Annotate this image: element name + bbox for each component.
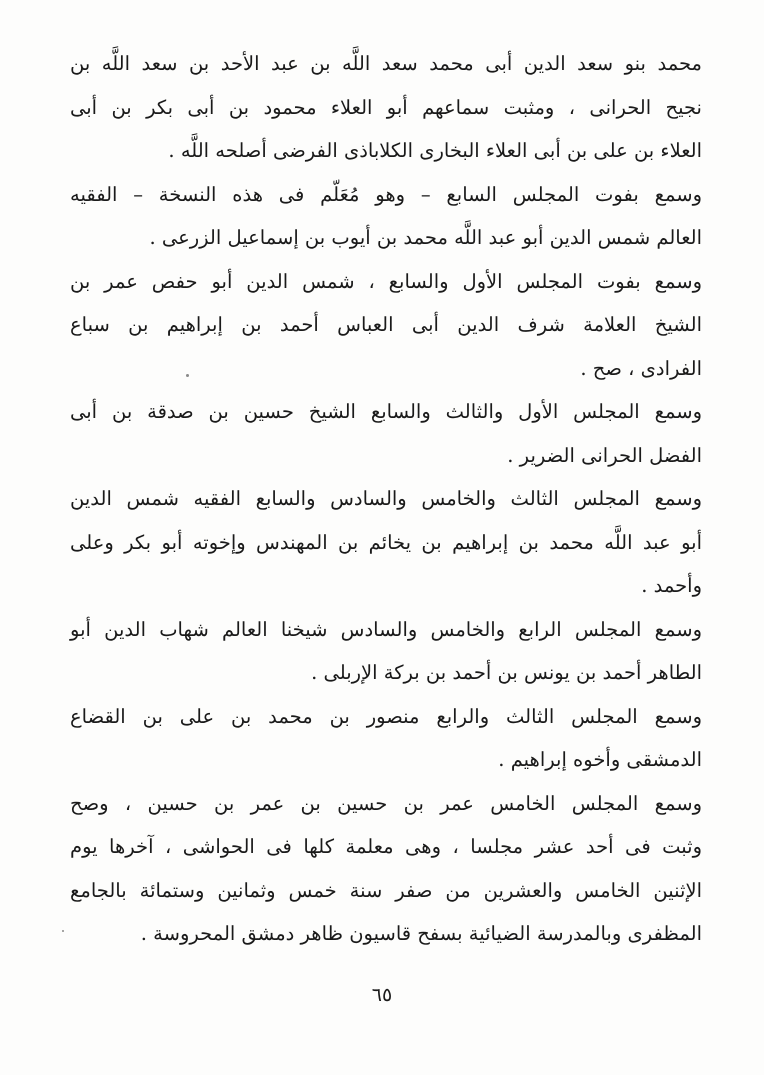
text-line: الفضل الحرانى الضرير . bbox=[507, 443, 702, 467]
text-line: وسمع المجلس الأول والثالث والسابع الشيخ حسين بن صدقة بن أبى bbox=[70, 400, 702, 423]
text-line: الفرادى ، صح . bbox=[580, 356, 702, 380]
text-line: وسمع المجلس الرابع والخامس والسادس شيخنا العالم شهاب الدين أبو bbox=[70, 617, 702, 641]
text-line: وسمع المجلس الخامس عمر بن حسين بن عمر بن حسين ، وصح bbox=[70, 791, 702, 815]
text-line: وسمع بفوت المجلس السابع – وهو مُعَلّم فى هذه النسخة – الفقيه bbox=[70, 182, 702, 206]
text-line: الطاهر أحمد بن يونس بن أحمد بن بركة الإربلى . bbox=[311, 661, 702, 684]
text-line: الدمشقى وأخوه إبراهيم . bbox=[498, 748, 702, 771]
text-line: العالم شمس الدين أبو عبد اللَّه محمد بن أيوب بن إسماعيل الزرعى . bbox=[149, 226, 702, 249]
text-line: وسمع المجلس الثالث والخامس والسادس والسابع الفقيه شمس الدين bbox=[70, 487, 702, 510]
text-line: وسمع المجلس الثالث والرابع منصور بن محمد بن على بن القضاع bbox=[70, 704, 702, 728]
text-line: وثبت فى أحد عشر مجلسا ، وهى معلمة كلها فى الحواشى ، آخرها يوم bbox=[70, 835, 702, 858]
text-line: محمد بنو سعد الدين أبى محمد سعد اللَّه بن عبد الأحد بن سعد اللَّه بن bbox=[70, 52, 702, 75]
text-line: العلاء بن على بن أبى العلاء البخارى الكلاباذى الفرضى أصلحه اللَّه . bbox=[168, 139, 702, 162]
text-line: الشيخ العلامة شرف الدين أبى العباس أحمد بن إبراهيم بن سباع bbox=[70, 313, 702, 336]
text-line: المظفرى وبالمدرسة الضيائية بسفح قاسيون ظاهر دمشق المحروسة . bbox=[140, 922, 702, 945]
scan-speck bbox=[62, 930, 64, 932]
text-line: وأحمد . bbox=[641, 574, 702, 597]
text-line: أبو عبد اللَّه محمد بن إبراهيم بن يخائم بن المهندس وإخوته أبو بكر وعلى bbox=[70, 530, 702, 554]
scan-speck bbox=[186, 374, 189, 377]
body-text bbox=[70, 42, 702, 956]
page-number: ٦٥ bbox=[371, 984, 393, 1006]
text-line: وسمع بفوت المجلس الأول والسابع ، شمس الدين أبو حفص عمر بن bbox=[70, 269, 702, 293]
text-line: نجيح الحرانى ، ومثبت سماعهم أبو العلاء محمود بن أبى بكر بن أبى bbox=[70, 95, 702, 119]
text-line: الإثنين الخامس والعشرين من صفر سنة خمس وثمانين وستمائة بالجامع bbox=[70, 878, 702, 902]
